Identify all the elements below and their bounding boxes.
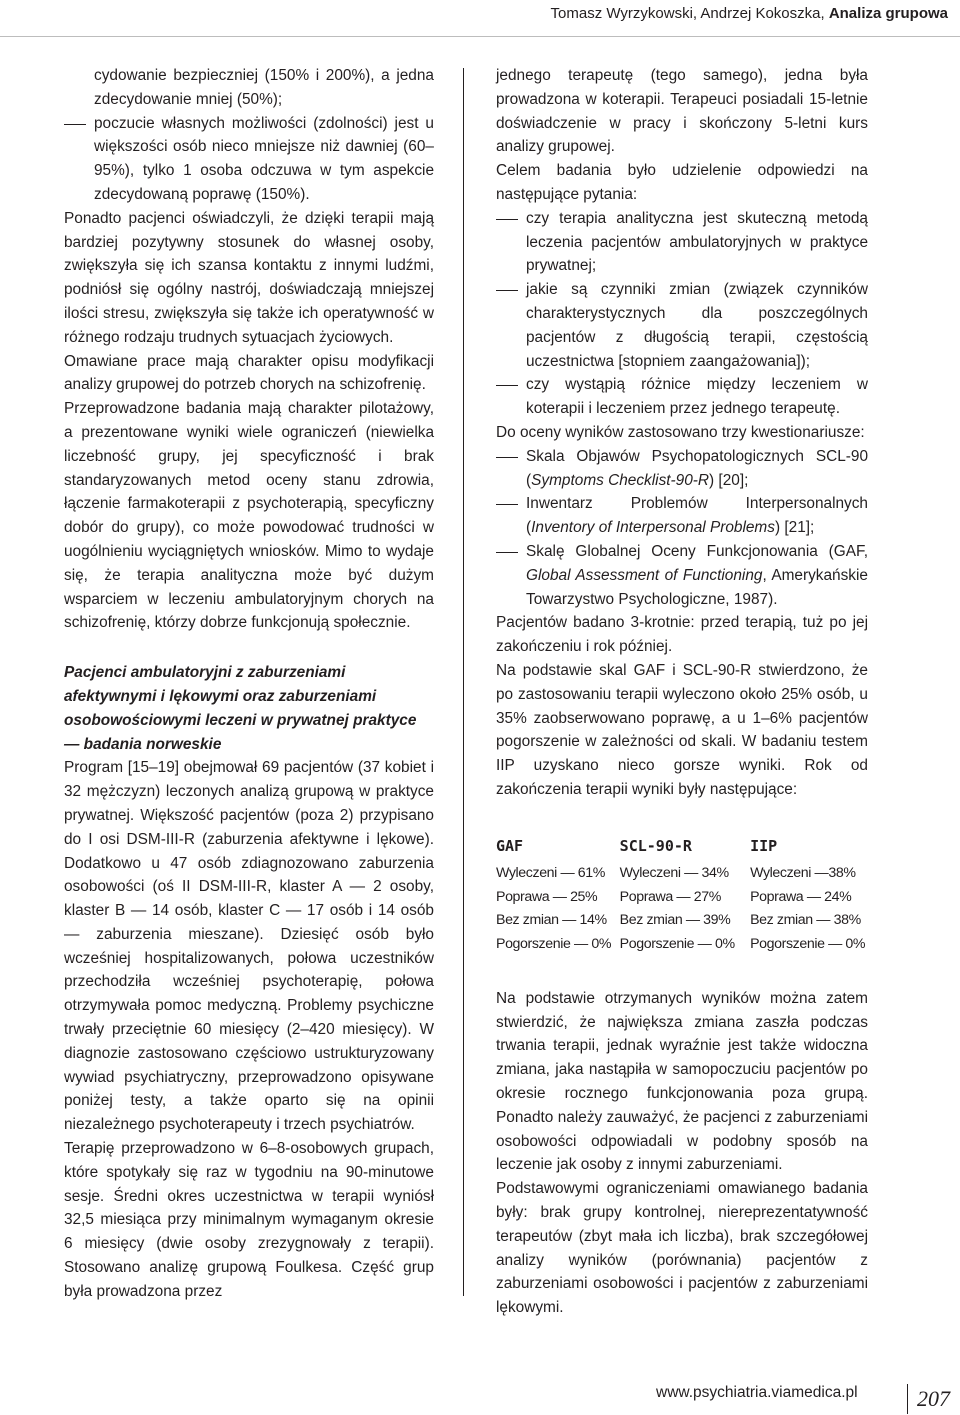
footer-url[interactable]: www.psychiatria.viamedica.pl	[656, 1384, 858, 1401]
section-heading: Pacjenci ambulatoryjni z zaburzeniami afektywnymi i lękowymi oraz zaburzeniami osobowościowymi leczeni w prywatnej praktyce — badania norweskie	[64, 664, 417, 753]
page-number: 207	[917, 1386, 950, 1411]
list-item-questionnaire: Skalę Globalnej Oceny Funkcjonowania (GAF, Global Assessment of Functioning, Amerykańskie Towarzystwo Psychologiczne, 1987).	[496, 540, 868, 611]
table-row	[496, 909, 868, 933]
results-table	[496, 832, 868, 957]
table-row	[496, 862, 868, 886]
list-item-question: czy terapia analityczna jest skuteczną metodą leczenia pacjentów ambulatoryjnych w praktyce prywatnej;	[496, 207, 868, 278]
table-cell: Wyleczeni —38%	[750, 864, 856, 881]
table-cell: Wyleczeni — 61%	[496, 864, 605, 881]
table-header-cell: SCL-90-R	[619, 836, 692, 855]
paragraph-study-goal: Celem badania było udzielenie odpowiedzi na następujące pytania:	[496, 162, 868, 203]
header-authors: Tomasz Wyrzykowski, Andrzej Kokoszka,	[550, 5, 825, 22]
table-cell: Pogorszenie — 0%	[496, 936, 612, 953]
paragraph-discussed-works: Omawiane prace mają charakter opisu modyfikacji analizy grupowej do potrzeb chorych na schizofrenię.	[64, 352, 434, 394]
table-cell: Poprawa — 27%	[619, 888, 721, 905]
table-cell: Bez zmian — 39%	[619, 912, 731, 929]
table-cell: Pogorszenie — 0%	[619, 936, 735, 953]
table-cell: Poprawa — 25%	[496, 888, 598, 905]
table-header-cell: GAF	[496, 836, 524, 855]
paragraph-findings: Na podstawie skal GAF i SCL-90-R stwierdzono, że po zastosowaniu terapii wyleczono około 25% osób, u 35% zaobserwowano poprawę, a u 1–6% pacjentów pogorszenie w zależności od skali. W badaniu testem IIP uzyskano nieco gorsze wyniki. Rok od zakończenia terapii wyniki były następujące:	[496, 661, 868, 798]
paragraph-patients-reported: Ponadto pacjenci oświadczyli, że dzięki terapii mają bardziej pozytywny stosunek do własnej osoby, zwiększyła się ich szansa kontaktu z innymi ludźmi, podniósł się ogólny nastrój, doświadczają mniejszej ilości stresu, zwiększyła się także ich operatywność w różnego rodzaju trudnych sytuacjach życiowych.	[64, 209, 434, 346]
table-header-row	[496, 832, 868, 862]
table-row	[496, 886, 868, 910]
table-header-cell: IIP	[750, 836, 778, 855]
paragraph-conclusion: Na podstawie otrzymanych wyników można zatem stwierdzić, że największa zmiana zaszła podczas trwania terapii, jednak wyraźnie jest także widoczna zmiana, jaka nastąpiła w samopoczuciu pacjentów po okresie rocznego funkcjonowania poza grupą. Ponadto należy zauważyć, że pacjenci z zaburzeniami osobowości odpowiadali w podobny sposób na leczenie jak osoby z innymi zaburzeniami.	[496, 989, 868, 1174]
results-table-wrapper	[496, 832, 868, 957]
left-column	[64, 64, 434, 1304]
table-cell: Poprawa — 24%	[750, 888, 852, 905]
list-item-questionnaire: Inwentarz Problemów Interpersonalnych (Inventory of Interpersonal Problems) [21];	[496, 492, 868, 540]
list-item-continuation: cydowanie bezpieczniej (150% i 200%), a jedna zdecydowanie mniej (50%);	[94, 67, 434, 108]
running-header	[0, 0, 960, 37]
list-item-question: czy wystąpią różnice między leczeniem w koterapii i leczeniem przez jednego terapeutę.	[496, 373, 868, 421]
table-row	[496, 933, 868, 957]
paragraph-pilot-studies: Przeprowadzone badania mają charakter pilotażowy, a prezentowane wyniki wiele ograniczeń (niewielka liczebność grupy, jej specyficzność i brak standaryzowanych metod oceny stanu zdrowia, łączenie farmakoterapii z psychoterapią, specyficzny dobór do grupy), co może powodować trudności w uogólnieniu wyciągniętych wniosków. Mimo to wydaje się, że terapia analityczna może być dużym wsparciem w leczeniu ambulatoryjnym chorych na schizofrenię, którzy dobrze funkcjonują społecznie.	[64, 400, 434, 632]
paragraph-limitations: Podstawowymi ograniczeniami omawianego badania były: brak grupy kontrolnej, niereprezentatywność terapeutów (zbyt mała ich liczba), brak szczegółowej analizy wyników (porównania) pacjentów z zaburzeniami osobowości i pacjentów z zaburzeniami lękowymi.	[496, 1180, 868, 1317]
paragraph-continuation: jednego terapeutę (tego samego), jedna była prowadzona w koterapii. Terapeuci posiadali 15-letnie doświadczenie w pracy i skończony 5-letni kurs analizy grupowej.	[496, 67, 868, 156]
header-citation	[551, 5, 948, 22]
paragraph-program: Program [15–19] obejmował 69 pacjentów (37 kobiet i 32 mężczyzn) leczonych analizą grupową w praktyce prywatnej. Większość pacjentów (poza 2) przypisano do I osi DSM-III-R (zaburzenia afektywne i lękowe). Dodatkowo u 47 osób zdiagnozowano zaburzenia osobowości (oś II DSM-III-R, klaster A — 2 osoby, klaster B — 14 osób, klaster C — 17 osób i 14 osób — zaburzenia mieszane). Dziesięć osób było wcześniej hospitalizowanych, połowa uczestników przechodziła wcześniej psychoterapię, połowa otrzymywała pomoc medyczną. Problemy psychiczne trwały przeciętnie 60 miesięcy (2–420 miesięcy). W diagnozie zastosowano częściowo ustrukturyzowany wywiad psychiatryczny, przeprowadzono opisywane poniżej testy, a także oparto się na opinii niezależnego psychoterapeuty i trzech psychiatrów.	[64, 759, 434, 1134]
paragraph-tested: Pacjentów badano 3-krotnie: przed terapią, tuż po jej zakończeniu i rok później.	[496, 614, 868, 656]
table-cell: Pogorszenie — 0%	[750, 936, 866, 953]
paragraph-therapy-groups: Terapię przeprowadzono w 6–8-osobowych grupach, które spotykały się raz w tygodniu na 90-minutowe sesje. Średni okres uczestnictwa w terapii wyniósł 32,5 miesiąca przy minimalnym wymaganym okresie 6 miesięcy (dwie osoby zrezygnowały z terapii). Stosowano analizę grupową Foulkesa. Część grup była prowadzona przez	[64, 1140, 434, 1300]
header-title: Analiza grupowa	[828, 5, 948, 22]
right-column	[496, 64, 868, 1320]
table-cell: Wyleczeni — 34%	[619, 864, 729, 881]
footer-rule	[907, 1384, 908, 1414]
list-item-questionnaire: Skala Objawów Psychopatologicznych SCL-90 (Symptoms Checklist-90-R) [20];	[496, 445, 868, 493]
table-cell: Bez zmian — 14%	[496, 912, 607, 929]
column-divider	[463, 68, 464, 1296]
paragraph-questionnaires: Do oceny wyników zastosowano trzy kwestionariusze:	[496, 423, 865, 441]
list-item-self-perception: poczucie własnych możliwości (zdolności) jest u większości osób nieco mniejsze niż dawniej (60–95%), tylko 1 osoba odczuwa w tym aspekcie zdecydowaną poprawę (150%).	[64, 112, 434, 207]
table-cell: Bez zmian — 38%	[750, 912, 861, 929]
list-item-question: jakie są czynniki zmian (związek czynników charakterystycznych dla poszczególnych pacjentów z długością terapii, częstością uczestnictwa [stopniem zaangażowania]);	[496, 278, 868, 373]
